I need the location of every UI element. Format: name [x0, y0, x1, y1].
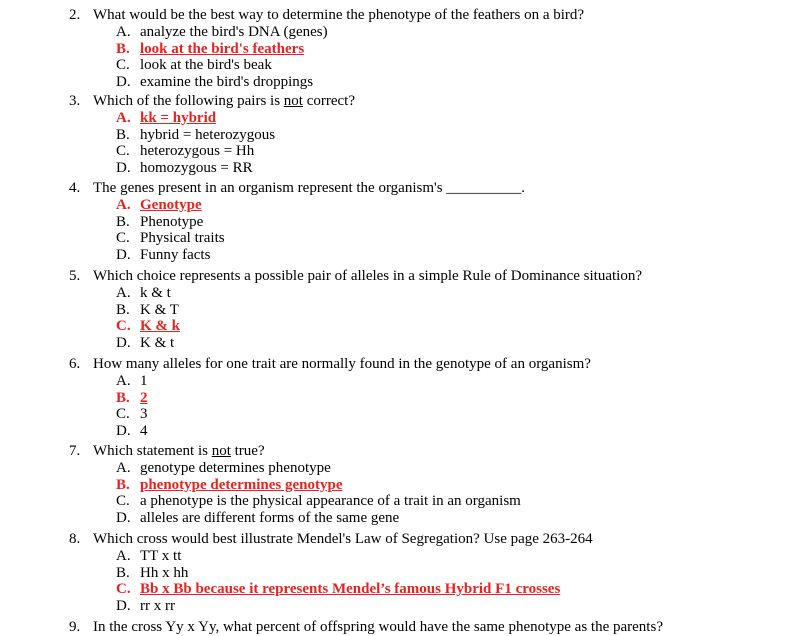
question-3 — [0, 93, 791, 176]
question-text: Which of the following pairs is not correct? — [93, 93, 356, 109]
option-text: 2 — [140, 389, 148, 406]
option-text: hybrid = heterozygous — [140, 126, 276, 143]
question-number: 5. — [69, 268, 81, 284]
question-5 — [0, 268, 791, 351]
option-b — [0, 565, 791, 582]
question-text: Which choice represents a possible pair of alleles in a simple Rule of Dominance situation? — [93, 268, 642, 284]
question-text: How many alleles for one trait are normally found in the genotype of an organism? — [93, 356, 591, 372]
option-text: Bb x Bb because it represents Mendel’s famous Hybrid F1 crosses — [140, 581, 561, 597]
question-text: Which cross would best illustrate Mendel's Law of Segregation? Use page 263-264 — [93, 531, 593, 547]
question-number: 3. — [69, 93, 81, 109]
option-text: 1 — [140, 373, 148, 389]
option-letter: D. — [116, 597, 131, 614]
option-d — [0, 160, 791, 177]
option-a — [0, 285, 791, 302]
option-letter: D. — [116, 246, 131, 263]
option-text: look at the bird's beak — [140, 57, 272, 73]
option-text: K & t — [140, 334, 175, 351]
option-letter: A. — [116, 24, 131, 40]
option-letter: A. — [116, 197, 131, 213]
option-c — [0, 57, 791, 74]
question-text: The genes present in an organism represent the organism's __________. — [93, 180, 526, 196]
option-d — [0, 423, 791, 440]
question-9 — [0, 619, 791, 636]
option-letter: B. — [116, 126, 130, 143]
question-8 — [0, 531, 791, 614]
option-a — [0, 460, 791, 477]
question-6 — [0, 356, 791, 439]
option-text: K & k — [140, 318, 181, 334]
option-text: Funny facts — [140, 246, 211, 263]
question-number: 8. — [69, 531, 81, 547]
option-letter: D. — [116, 334, 131, 351]
option-text: k & t — [140, 285, 171, 301]
option-a — [0, 24, 791, 41]
option-letter: C. — [116, 230, 130, 246]
option-text: a phenotype is the physical appearance of a trait in an organism — [140, 493, 521, 509]
option-d — [0, 598, 791, 615]
option-letter: C. — [116, 57, 130, 73]
question-4 — [0, 180, 791, 263]
option-text: Phenotype — [140, 213, 204, 230]
option-text: 3 — [140, 406, 148, 422]
option-letter: D. — [116, 422, 131, 439]
option-b — [0, 302, 791, 319]
option-b — [0, 127, 791, 144]
option-letter: B. — [116, 389, 130, 406]
option-b-correct — [0, 390, 791, 407]
option-c — [0, 143, 791, 160]
question-2 — [0, 7, 791, 90]
option-a-correct — [0, 110, 791, 127]
option-letter: D. — [116, 159, 131, 176]
question-number: 2. — [69, 7, 81, 23]
option-text: Physical traits — [140, 230, 225, 246]
option-b-correct — [0, 477, 791, 494]
option-text: analyze the bird's DNA (genes) — [140, 24, 328, 40]
option-letter: A. — [116, 548, 131, 564]
option-c — [0, 493, 791, 510]
option-letter: B. — [116, 40, 130, 57]
option-letter: A. — [116, 373, 131, 389]
question-number: 9. — [69, 619, 81, 635]
option-letter: A. — [116, 110, 131, 126]
question-text: Which statement is not true? — [93, 443, 265, 459]
option-letter: A. — [116, 285, 131, 301]
option-b — [0, 214, 791, 231]
option-letter: B. — [116, 564, 130, 581]
option-text: genotype determines phenotype — [140, 460, 331, 476]
option-c — [0, 230, 791, 247]
option-d — [0, 335, 791, 352]
option-text: homozygous = RR — [140, 159, 253, 176]
option-text: phenotype determines genotype — [140, 476, 343, 493]
option-c-correct — [0, 318, 791, 335]
option-letter: D. — [116, 73, 131, 90]
option-text: TT x tt — [140, 548, 182, 564]
option-text: heterozygous = Hh — [140, 143, 255, 159]
option-a-correct — [0, 197, 791, 214]
option-letter: C. — [116, 143, 130, 159]
option-d — [0, 74, 791, 91]
option-text: 4 — [140, 422, 148, 439]
option-letter: B. — [116, 301, 130, 318]
option-letter: C. — [116, 493, 130, 509]
question-text: What would be the best way to determine the phenotype of the feathers on a bird? — [93, 7, 585, 23]
question-text: In the cross Yy x Yy, what percent of offspring would have the same phenotype as the parents? — [93, 619, 663, 635]
option-letter: B. — [116, 213, 130, 230]
option-letter: C. — [116, 406, 130, 422]
option-c — [0, 406, 791, 423]
option-a — [0, 548, 791, 565]
option-b-correct — [0, 41, 791, 58]
option-letter: C. — [116, 581, 131, 597]
option-text: look at the bird's feathers — [140, 40, 305, 57]
option-text: Hh x hh — [140, 564, 189, 581]
question-number: 4. — [69, 180, 81, 196]
option-text: examine the bird's droppings — [140, 73, 314, 90]
option-letter: D. — [116, 509, 131, 526]
option-letter: C. — [116, 318, 131, 334]
option-text: rr x rr — [140, 597, 175, 614]
option-letter: A. — [116, 460, 131, 476]
question-7 — [0, 443, 791, 526]
option-d — [0, 247, 791, 264]
question-number: 6. — [69, 356, 81, 372]
option-a — [0, 373, 791, 390]
option-c-correct — [0, 581, 791, 598]
option-letter: B. — [116, 476, 130, 493]
question-number: 7. — [69, 443, 81, 459]
option-text: kk = hybrid — [140, 110, 217, 126]
option-d — [0, 510, 791, 527]
option-text: alleles are different forms of the same gene — [140, 509, 400, 526]
option-text: Genotype — [140, 197, 202, 213]
option-text: K & T — [140, 301, 179, 318]
